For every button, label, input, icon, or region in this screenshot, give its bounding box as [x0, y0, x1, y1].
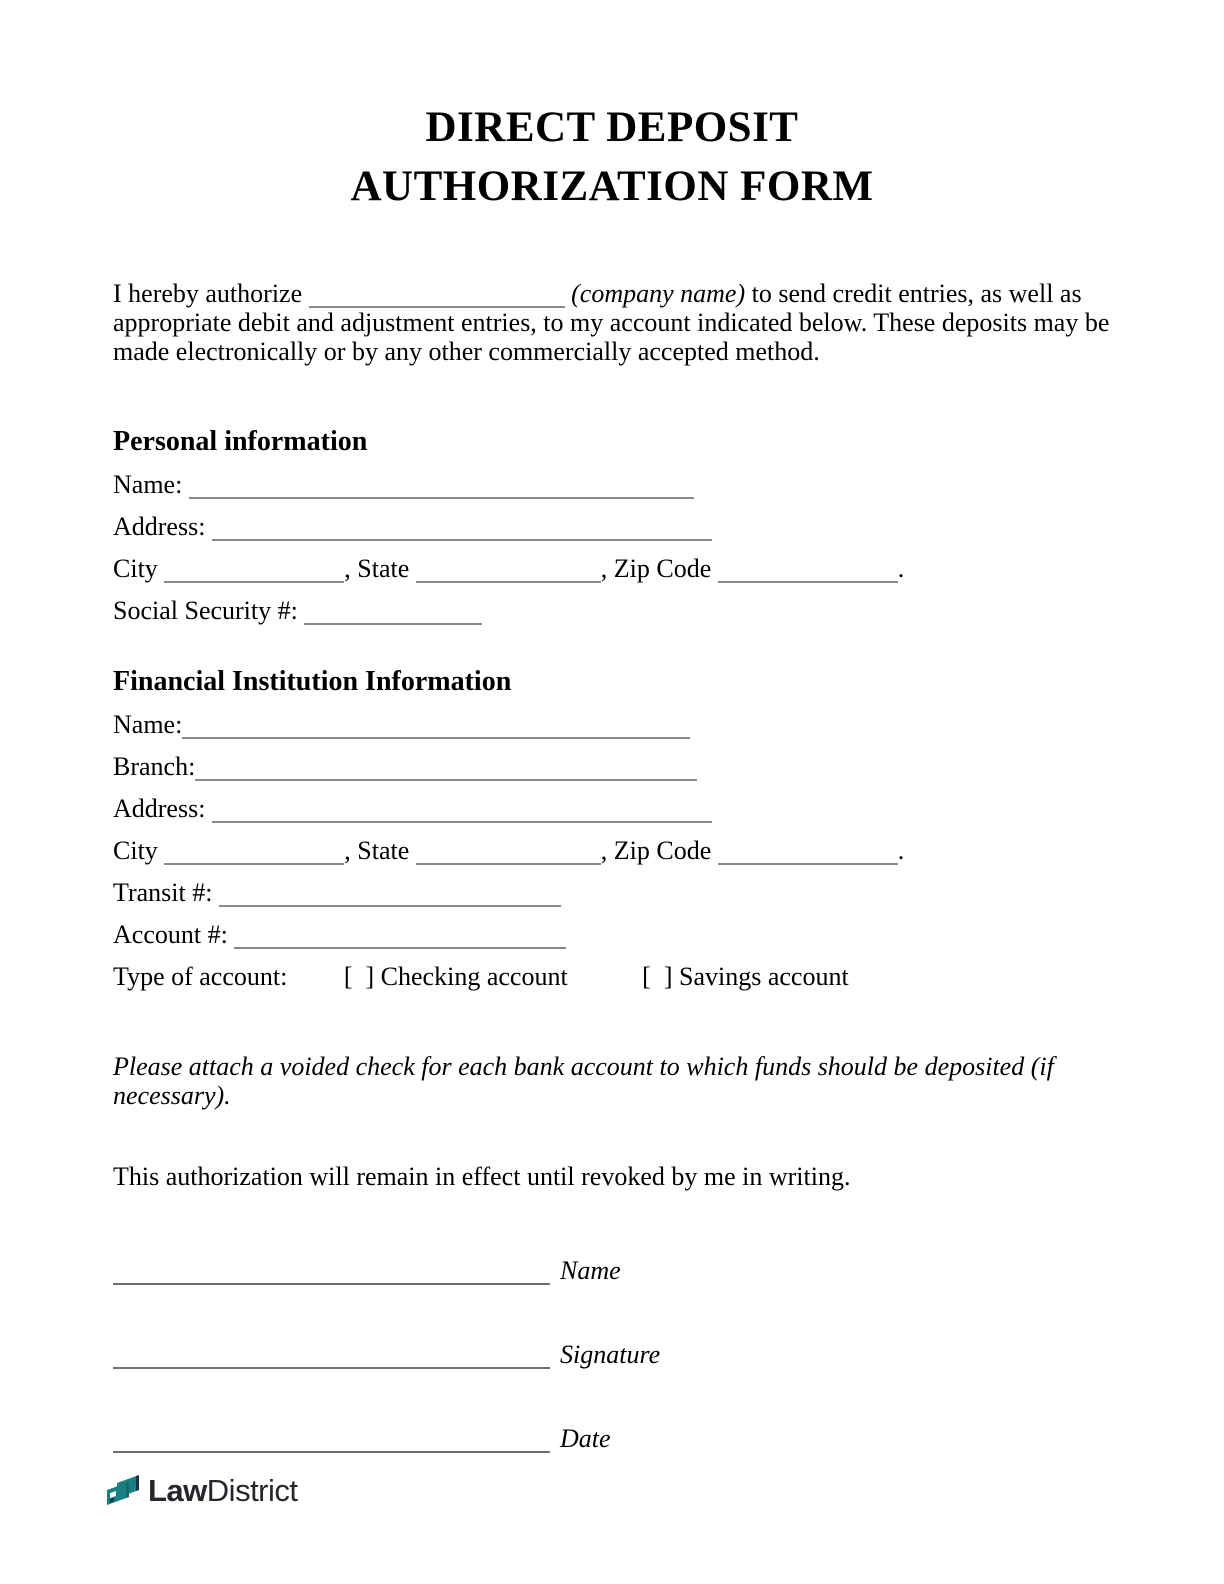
financial-account-label: Account #:	[113, 919, 228, 949]
personal-name-label: Name:	[113, 469, 183, 499]
checking-account-label: Checking account	[380, 961, 568, 991]
checking-account-checkbox[interactable]: [ ]	[343, 961, 375, 991]
personal-information-section	[113, 464, 1111, 632]
intro-rest-text: to send credit entries, as well as appropriate debit and adjustment entries, to my account indicated below. These deposits may be made electronically or by any other commercially accepted method.	[113, 278, 1110, 366]
financial-city-state-zip-row	[113, 830, 1111, 872]
lawdistrict-logo	[104, 1472, 298, 1510]
lawdistrict-cards-icon	[104, 1472, 142, 1510]
financial-zip-input[interactable]	[718, 841, 898, 865]
financial-branch-label: Branch:	[113, 751, 196, 781]
form-title-line2: AUTHORIZATION FORM	[350, 163, 874, 211]
personal-zip-input[interactable]	[718, 559, 898, 583]
financial-address-label: Address:	[113, 793, 206, 823]
intro-lead-text: I hereby authorize	[113, 278, 303, 308]
personal-state-label: , State	[344, 553, 410, 583]
personal-ssn-row	[113, 590, 1111, 632]
signature-date-row	[113, 1397, 1111, 1481]
personal-ssn-input[interactable]	[304, 601, 482, 625]
signature-date-input[interactable]	[113, 1429, 550, 1453]
personal-name-input[interactable]	[189, 475, 694, 499]
personal-name-row	[113, 464, 1111, 506]
personal-state-input[interactable]	[416, 559, 601, 583]
financial-address-input[interactable]	[212, 799, 712, 823]
account-type-label: Type of account:	[113, 961, 288, 991]
financial-account-input[interactable]	[234, 925, 566, 949]
signature-signature-row	[113, 1313, 1111, 1397]
signature-name-label: Name	[560, 1255, 621, 1285]
account-type-row	[113, 956, 1111, 998]
savings-account-checkbox[interactable]: [ ]	[642, 961, 673, 991]
financial-zip-label: , Zip Code	[600, 835, 712, 865]
personal-zip-label: , Zip Code	[600, 553, 712, 583]
signature-date-label: Date	[560, 1423, 611, 1453]
financial-institution-section	[113, 704, 1111, 998]
signature-name-row	[113, 1229, 1111, 1313]
signature-signature-input[interactable]	[113, 1345, 550, 1369]
financial-account-row	[113, 914, 1111, 956]
personal-city-state-zip-row	[113, 548, 1111, 590]
financial-name-input[interactable]	[182, 715, 690, 739]
brand-law: Law	[148, 1473, 207, 1508]
financial-row-period: .	[897, 835, 905, 865]
financial-city-label: City	[113, 835, 158, 865]
financial-state-label: , State	[344, 835, 410, 865]
revocation-statement: This authorization will remain in effect until revoked by me in writing.	[113, 1161, 851, 1191]
brand-district: District	[206, 1473, 298, 1508]
authorization-paragraph	[113, 279, 1113, 366]
personal-information-heading: Personal information	[113, 425, 368, 457]
signature-name-input[interactable]	[113, 1261, 550, 1285]
form-title-line1: DIRECT DEPOSIT	[425, 104, 799, 151]
financial-branch-row	[113, 746, 1111, 788]
financial-name-label: Name:	[113, 709, 183, 739]
financial-transit-label: Transit #:	[113, 877, 213, 907]
personal-address-input[interactable]	[212, 517, 712, 541]
financial-branch-input[interactable]	[195, 757, 697, 781]
company-name-input[interactable]	[309, 284, 565, 308]
financial-transit-row	[113, 872, 1111, 914]
financial-state-input[interactable]	[416, 841, 601, 865]
company-name-hint: (company name)	[571, 278, 746, 308]
financial-transit-input[interactable]	[219, 883, 561, 907]
voided-check-note: Please attach a voided check for each bank account to which funds should be deposited (if necessary).	[113, 1051, 1054, 1110]
personal-address-label: Address:	[113, 511, 206, 541]
financial-address-row	[113, 788, 1111, 830]
personal-address-row	[113, 506, 1111, 548]
personal-city-label: City	[113, 553, 158, 583]
financial-name-row	[113, 704, 1111, 746]
financial-institution-heading: Financial Institution Information	[113, 665, 512, 697]
personal-ssn-label: Social Security #:	[113, 595, 298, 625]
form-title	[113, 0, 1111, 217]
savings-account-label: Savings account	[679, 961, 849, 991]
personal-row-period: .	[897, 553, 905, 583]
signature-block	[113, 1229, 1111, 1481]
signature-signature-label: Signature	[560, 1339, 661, 1369]
lawdistrict-wordmark	[148, 1473, 298, 1509]
financial-city-input[interactable]	[164, 841, 344, 865]
personal-city-input[interactable]	[164, 559, 344, 583]
